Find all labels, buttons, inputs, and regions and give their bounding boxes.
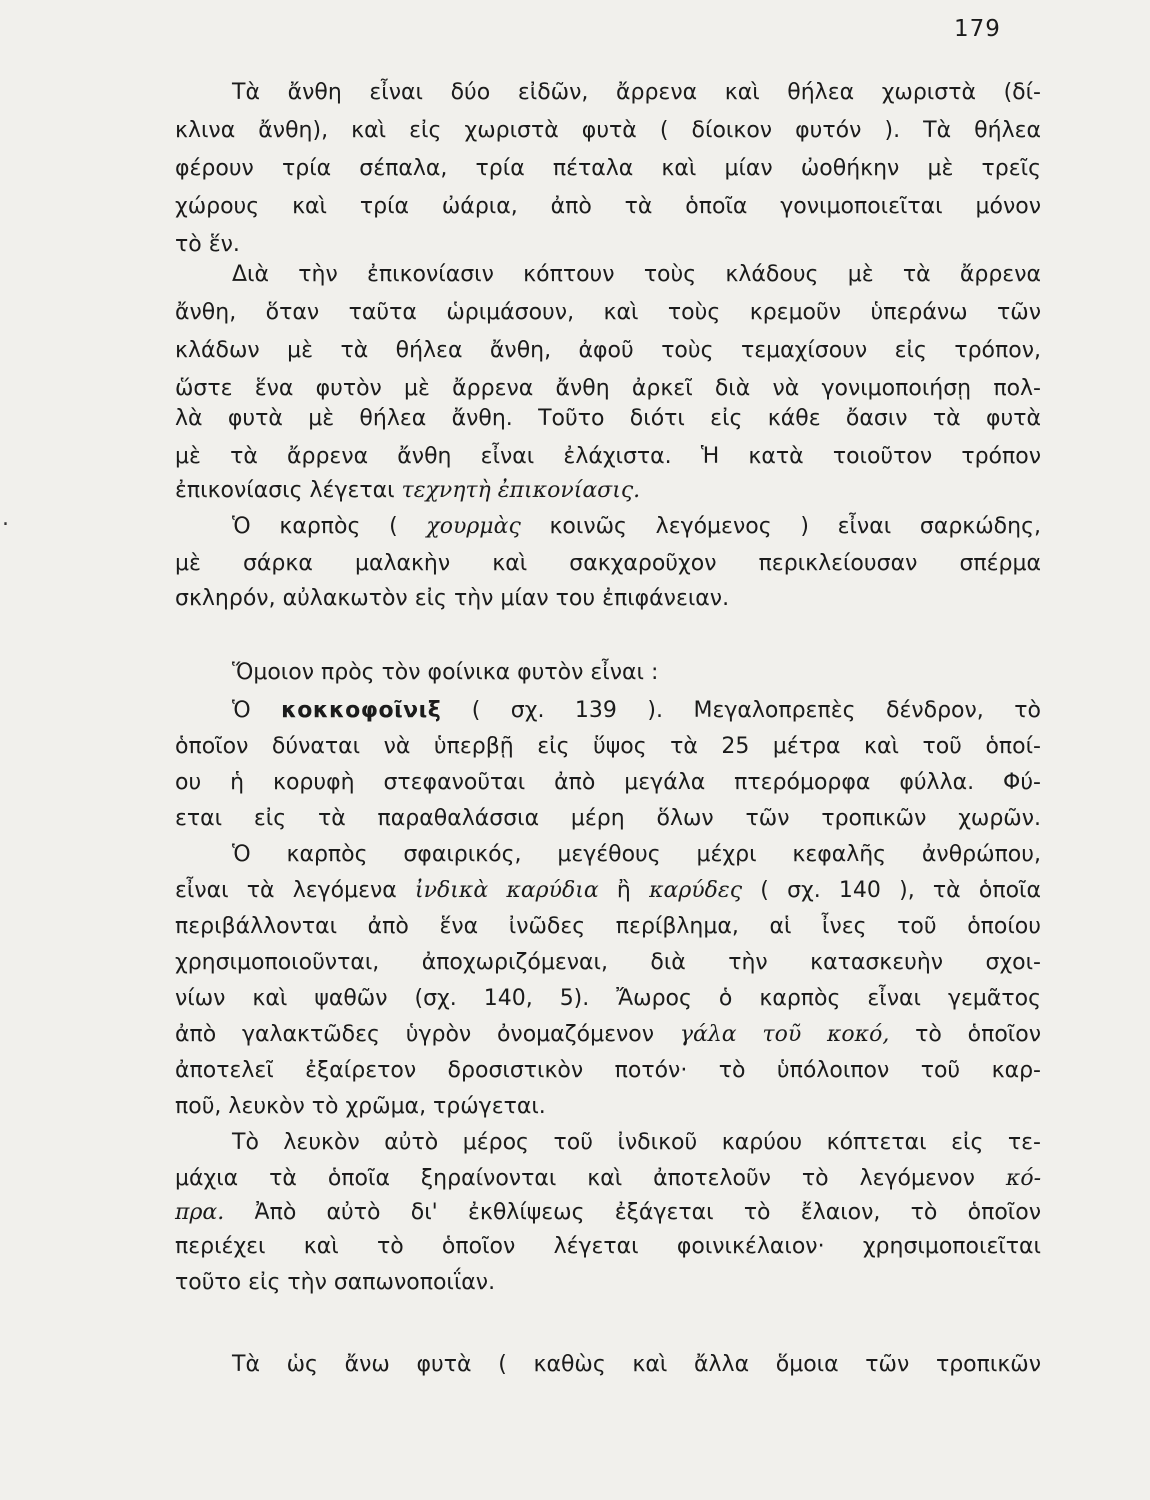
text-line: περιέχει καὶ τὸ ὁποῖον λέγεται φοινικέλαιον· χρησιμοποιεῖται bbox=[175, 1234, 1041, 1259]
text-line bbox=[175, 1016, 1041, 1054]
italic-term: καρύδες bbox=[649, 878, 743, 903]
text-segment: μάχια τὰ ὁποῖα ξηραίνονται καὶ ἀποτελοῦν τὸ λεγόμενον bbox=[175, 1166, 1006, 1191]
italic-term: γάλα τοῦ κοκό, bbox=[679, 1022, 890, 1047]
text-segment: ( σχ. 140 ), τὰ ὁποῖα bbox=[742, 878, 1041, 903]
text-line bbox=[175, 1160, 1041, 1198]
text-line: ου ἡ κορυφὴ στεφανοῦται ἀπὸ μεγάλα πτερόμορφα φύλλα. Φύ- bbox=[175, 770, 1041, 795]
text-segment: ( σχ. 139 ). Μεγαλοπρεπὲς δένδρον, τὸ bbox=[441, 698, 1041, 723]
text-segment: Ὁ bbox=[232, 698, 282, 723]
text-line: φέρουν τρία σέπαλα, τρία πέταλα καὶ μίαν ὠοθήκην μὲ τρεῖς bbox=[175, 156, 1041, 181]
text-line: μὲ σάρκα μαλακὴν καὶ σακχαροῦχον περικλείουσαν σπέρμα bbox=[175, 551, 1041, 576]
text-line: μὲ τὰ ἄρρενα ἄνθη εἶναι ἐλάχιστα. Ἡ κατὰ τοιοῦτον τρόπον bbox=[175, 444, 1041, 469]
text-segment: ἐπικονίασις λέγεται bbox=[175, 478, 402, 503]
text-line: κλάδων μὲ τὰ θήλεα ἄνθη, ἀφοῦ τοὺς τεμαχίσουν εἰς τρόπον, bbox=[175, 338, 1041, 363]
text-line: σκληρόν, αὐλακωτὸν εἰς τὴν μίαν του ἐπιφάνειαν. bbox=[175, 586, 730, 611]
bold-term: κοκκοφοῖνιξ bbox=[281, 698, 442, 723]
text-line bbox=[175, 1194, 1041, 1232]
text-segment: εἶναι τὰ λεγόμενα bbox=[175, 878, 416, 903]
text-line: ἄνθη, ὅταν ταῦτα ὡριμάσουν, καὶ τοὺς κρεμοῦν ὑπεράνω τῶν bbox=[175, 300, 1041, 325]
text-line: Ὅμοιον πρὸς τὸν φοίνικα φυτὸν εἶναι : bbox=[232, 660, 659, 685]
text-line bbox=[175, 472, 1041, 510]
text-line bbox=[175, 872, 1041, 910]
text-line: τὸ ἕν. bbox=[175, 232, 240, 257]
italic-term: ἰνδικὰ καρύδια bbox=[415, 878, 599, 903]
text-line bbox=[232, 692, 1041, 730]
text-segment: ἢ bbox=[598, 878, 650, 903]
text-line: κλινα ἄνθη), καὶ εἰς χωριστὰ φυτὰ ( δίοικον φυτόν ). Τὰ θήλεα bbox=[175, 118, 1041, 143]
text-line: Τὰ ὡς ἄνω φυτὰ ( καθὼς καὶ ἄλλα ὅμοια τῶν τροπικῶν bbox=[232, 1352, 1041, 1377]
text-line: λὰ φυτὰ μὲ θήλεα ἄνθη. Τοῦτο διότι εἰς κάθε ὄασιν τὰ φυτὰ bbox=[175, 406, 1041, 431]
italic-term: τεχνητὴ ἐπικονίασις. bbox=[401, 478, 641, 503]
text-line: Τὸ λευκὸν αὐτὸ μέρος τοῦ ἰνδικοῦ καρύου κόπτεται εἰς τε- bbox=[232, 1130, 1041, 1155]
margin-mark: . bbox=[2, 506, 9, 531]
italic-term: πρα. bbox=[175, 1200, 225, 1225]
text-line: Ὁ καρπὸς σφαιρικός, μεγέθους μέχρι κεφαλῆς ἀνθρώπου, bbox=[232, 842, 1041, 867]
text-line: Τὰ ἄνθη εἶναι δύο εἰδῶν, ἄρρενα καὶ θήλεα χωριστὰ (δί- bbox=[232, 80, 1041, 105]
text-line: Διὰ τὴν ἐπικονίασιν κόπτουν τοὺς κλάδους μὲ τὰ ἄρρενα bbox=[232, 262, 1041, 287]
text-line: ἀποτελεῖ ἐξαίρετον δροσιστικὸν ποτόν· τὸ ὑπόλοιπον τοῦ καρ- bbox=[175, 1058, 1041, 1083]
text-line: περιβάλλονται ἀπὸ ἕνα ἰνῶδες περίβλημα, αἱ ἶνες τοῦ ὁποίου bbox=[175, 914, 1041, 939]
text-line: ὥστε ἕνα φυτὸν μὲ ἄρρενα ἄνθη ἀρκεῖ διὰ νὰ γονιμοποιήσῃ πολ- bbox=[175, 376, 1041, 401]
text-segment: τὸ ὁποῖον bbox=[889, 1022, 1041, 1047]
text-line: εται εἰς τὰ παραθαλάσσια μέρη ὅλων τῶν τροπικῶν χωρῶν. bbox=[175, 806, 1041, 831]
text-line: ποῦ, λευκὸν τὸ χρῶμα, τρώγεται. bbox=[175, 1094, 546, 1119]
text-segment: ἀπὸ γαλακτῶδες ὑγρὸν ὀνομαζόμενον bbox=[175, 1022, 680, 1047]
text-line: τοῦτο εἰς τὴν σαπωνοποιΐαν. bbox=[175, 1270, 496, 1295]
text-line bbox=[232, 508, 1041, 546]
text-line: νίων καὶ ψαθῶν (σχ. 140, 5). Ἄωρος ὁ καρπὸς εἶναι γεμᾶτος bbox=[175, 986, 1041, 1011]
text-line: ὁποῖον δύναται νὰ ὑπερβῇ εἰς ὕψος τὰ 25 μέτρα καὶ τοῦ ὁποί- bbox=[175, 734, 1041, 759]
page-number: 179 bbox=[954, 16, 1001, 42]
text-line: χρησιμοποιοῦνται, ἀποχωριζόμεναι, διὰ τὴν κατασκευὴν σχοι- bbox=[175, 950, 1041, 975]
italic-term: κό- bbox=[1005, 1166, 1041, 1191]
text-line: χώρους καὶ τρία ὠάρια, ἀπὸ τὰ ὁποῖα γονιμοποιεῖται μόνον bbox=[175, 194, 1041, 219]
text-segment: κοινῶς λεγόμενος ) εἶναι σαρκώδης, bbox=[520, 514, 1041, 539]
text-segment: Ἀπὸ αὐτὸ δι' ἐκθλίψεως ἐξάγεται τὸ ἔλαιον, τὸ ὁποῖον bbox=[224, 1200, 1041, 1225]
italic-term: χουρμὰς bbox=[426, 514, 521, 539]
text-segment: Ὁ καρπὸς ( bbox=[232, 514, 427, 539]
